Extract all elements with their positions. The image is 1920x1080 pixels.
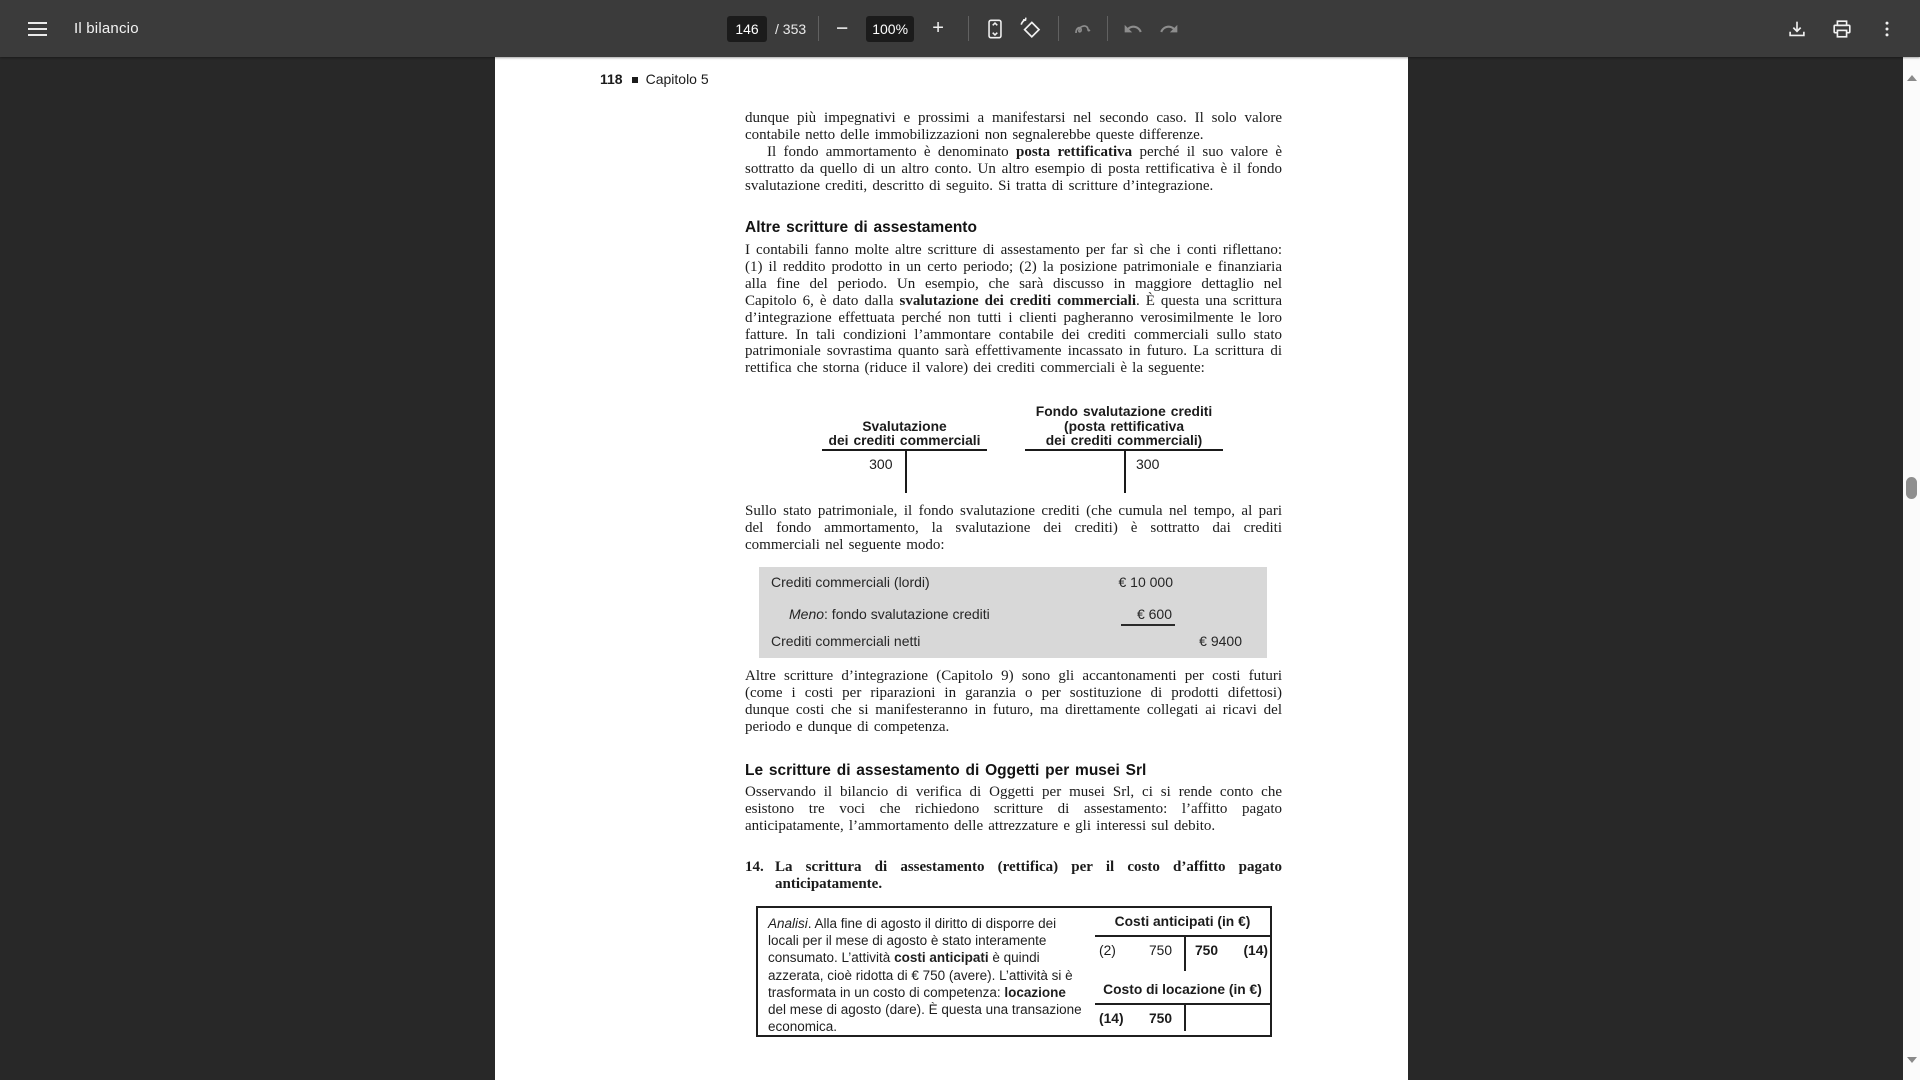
t-account-title-line: Fondo svalutazione crediti <box>1035 404 1213 420</box>
paragraph <box>745 144 1282 195</box>
more-vert-icon[interactable] <box>1874 14 1900 44</box>
bold-term: posta rettificativa <box>1015 144 1133 160</box>
t-account-costi-anticipati <box>1095 914 1270 969</box>
debit-amount: 750 <box>1148 943 1172 958</box>
t-account-body <box>1025 449 1223 491</box>
bold-term: locazione <box>1004 984 1066 1000</box>
paragraph: Altre scritture d’integrazione (Capitolo 9) sono gli accantonamenti per costi futuri (come i costi per riparazioni in garanzia o per sostituzione di prodotti difettosi) dunque costi che si manifesteranno in futuro, ma direttamente collegati ai ricavi del periodo e dunque di competenza. <box>745 668 1282 735</box>
t-account-rule <box>1184 937 1186 971</box>
paragraph-text: I contabili fanno molte altre scritture di assestamento per far sì che i conti riflettano: (1) il reddito prodotto in un certo periodo; (2) la posizione patrimoniale e finanziaria alla fine del periodo. Un esempio, che sarà discusso in maggiore dettaglio nel Capitolo 6, è dato dalla <box>745 242 1282 309</box>
viewer-area <box>0 57 1920 1080</box>
toolbar-left-group <box>18 0 139 57</box>
scrollbar-thumb[interactable] <box>1906 477 1917 499</box>
vertical-scrollbar <box>1903 57 1920 1080</box>
t-account-body <box>822 449 987 491</box>
menu-icon[interactable] <box>18 10 56 48</box>
table-row <box>759 606 1267 626</box>
credit-ref: (14) <box>1243 943 1268 958</box>
undo-icon[interactable] <box>1120 14 1146 44</box>
t-account-title-line: dei crediti commerciali <box>828 433 981 449</box>
row-label: Crediti commerciali (lordi) <box>771 574 930 590</box>
section-heading: Le scritture di assestamento di Oggetti per musei Srl <box>745 762 1147 779</box>
t-account-rule <box>1124 451 1126 493</box>
analysis-box <box>756 906 1272 1037</box>
credit-amount: 750 <box>1195 943 1219 958</box>
row-label: Crediti commerciali netti <box>771 633 921 649</box>
zoom-in-button[interactable]: + <box>925 14 951 44</box>
paragraph: Sullo stato patrimoniale, il fondo svalutazione crediti (che cumula nel tempo, al pari del fondo ammortamento, la svalutazione dei crediti) è sottratto dai crediti commerciali nel seguente modo: <box>745 503 1282 553</box>
fit-to-page-icon[interactable] <box>982 14 1008 44</box>
paragraph-text: perché il suo valore è sottratto da quello di un altro conto. Un altro esempio di posta rettificativa è il fondo svalutazione crediti, descritto di seguito. Si tratta di scritture d’integrazione. <box>745 144 1282 194</box>
table-row <box>759 633 1267 653</box>
analysis-text-segment: è quindi azzerata, cioè ridotta di € 750 (avere). L’attività si è trasformata in un costo di competenza: <box>768 950 1073 1000</box>
paragraph-text: . È questa una scrittura d’integrazione effettuata perché non tutti i clienti pagheranno verosimilmente le loro fatture. In tali condizioni l’ammontare contabile dei crediti commerciali sullo stato patrimoniale sovrastima quanto sarà effettivamente incassato in futuro. La scrittura di rettifica che storna (riduce il valore) dei crediti commerciali è la seguente: <box>745 292 1282 377</box>
debit-ref: (2) <box>1099 943 1116 958</box>
scroll-down-icon[interactable] <box>1903 1062 1920 1078</box>
t-account-costo-locazione <box>1095 982 1270 1037</box>
toolbar-divider <box>968 16 969 41</box>
row-value-underlined: € 600 <box>1121 606 1175 626</box>
t-account-title-line: Svalutazione <box>862 418 947 434</box>
toolbar-center-group <box>727 0 1182 57</box>
page-header <box>600 71 709 87</box>
debit-amount: 300 <box>869 456 893 472</box>
row-label <box>789 606 990 622</box>
t-account-fondo-svalutazione <box>1025 402 1223 491</box>
pdf-page <box>495 57 1408 1080</box>
section-heading: Altre scritture di assestamento <box>745 219 977 236</box>
row-label-text: : fondo svalutazione crediti <box>824 606 990 622</box>
page-number-input[interactable] <box>727 16 767 42</box>
credit-amount: 300 <box>1136 456 1160 472</box>
text-column <box>745 57 1282 1080</box>
t-account-title: Costo di locazione (in €) <box>1103 982 1262 997</box>
download-icon[interactable] <box>1784 14 1810 44</box>
redo-icon[interactable] <box>1156 14 1182 44</box>
paragraph: Osservando il bilancio di verifica di Oggetti per musei Srl, ci si rende conto che esistono tre voci che richiedono scritture di assestamento: l’affitto pagato anticipatamente, l’ammortamento delle attrezzature e gli interessi sul debito. <box>745 784 1282 834</box>
t-account-body <box>1095 935 1270 969</box>
page-total-label: / 353 <box>775 20 807 37</box>
paragraph <box>745 242 1282 377</box>
paragraph: dunque più impegnativi e prossimi a manifestarsi nel secondo caso. Il solo valore contabile netto delle immobilizzazioni non segnalerebbe queste differenze. <box>745 110 1282 143</box>
paragraph-text: Il fondo ammortamento è denominato <box>767 144 1016 160</box>
t-account-body <box>1095 1003 1270 1037</box>
row-value: € 9400 <box>1199 633 1242 649</box>
table-row <box>759 574 1267 594</box>
scroll-up-icon[interactable] <box>1903 59 1920 75</box>
t-account-rule <box>1184 1005 1186 1031</box>
balance-extract-table <box>759 567 1267 658</box>
toolbar <box>0 0 1920 57</box>
t-account-svalutazione <box>822 402 987 491</box>
row-label-italic: Meno <box>789 606 825 622</box>
chapter-label: Capitolo 5 <box>645 71 709 87</box>
zoom-out-button[interactable]: − <box>829 14 855 44</box>
toolbar-divider <box>818 16 819 41</box>
t-account-rule <box>905 451 907 493</box>
t-account-title <box>1025 402 1223 449</box>
t-account-title-line: dei crediti commerciali) <box>1045 433 1203 449</box>
analisi-label: Analisi <box>768 916 808 931</box>
analysis-text-segment: del mese di agosto (dare). È questa una transazione economica. <box>768 1002 1082 1035</box>
t-account-title: Costi anticipati (in €) <box>1114 914 1251 929</box>
bold-term: svalutazione dei crediti commerciali <box>899 292 1137 309</box>
t-accounts-figure <box>745 402 1282 502</box>
chapter-bullet <box>632 77 638 83</box>
t-account-title-line: (posta rettificativa <box>1063 418 1185 434</box>
analysis-text-segment: . Alla fine di agosto il diritto di disporre dei locali per il mese di agosto è stato interamente consumato. L’attività <box>768 916 1057 966</box>
item-text: La scrittura di assestamento (rettifica) per il costo d’affitto pagato anticipatamente. <box>775 859 1282 892</box>
book-page-number: 118 <box>600 71 623 87</box>
rotate-counterclockwise-icon[interactable] <box>1017 14 1043 44</box>
toolbar-divider <box>1107 16 1108 41</box>
bold-term: costi anticipati <box>894 950 989 966</box>
document-title: Il bilancio <box>74 20 139 37</box>
toolbar-divider <box>1058 16 1059 41</box>
analysis-text <box>768 915 1082 1035</box>
toolbar-right-group <box>1784 0 1900 57</box>
debit-ref: (14) <box>1099 1011 1124 1026</box>
debit-amount: 750 <box>1148 1011 1172 1026</box>
annotate-pen-icon[interactable] <box>1071 14 1097 44</box>
print-icon[interactable] <box>1829 14 1855 44</box>
numbered-item-14 <box>745 859 1282 893</box>
item-number: 14. <box>745 859 764 875</box>
row-value: € 10 000 <box>1118 574 1173 590</box>
zoom-level-display[interactable]: 100% <box>866 16 914 42</box>
t-account-title <box>822 402 987 449</box>
